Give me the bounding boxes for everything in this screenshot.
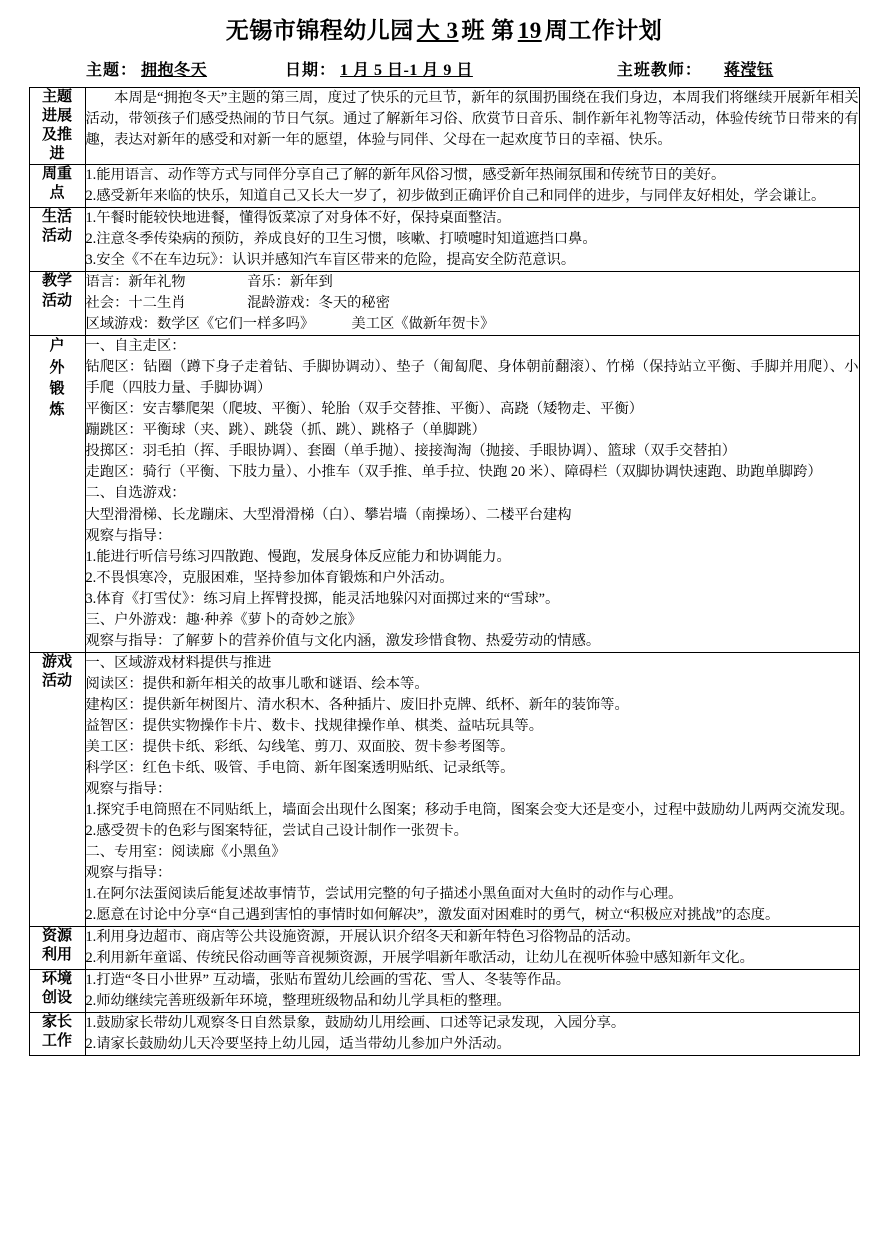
- content-line: [86, 483, 859, 504]
- content-line: [86, 842, 859, 863]
- content-line: [86, 229, 859, 250]
- row-label-line: 锻: [49, 380, 65, 397]
- content-text: 2.感受贺卡的色彩与图案特征，尝试自己设计制作一张贺卡。: [85, 822, 468, 839]
- meta-date-label: 日期：: [285, 61, 337, 79]
- row-label-line: 生活: [41, 209, 72, 226]
- content-text: 2.不畏惧寒冷，克服困难，坚持参加体育锻炼和户外活动。: [85, 569, 454, 586]
- content-text: 建构区：提供新年树图片、清水积木、各种插片、废旧扑克牌、纸杯、新年的装饰等。: [85, 696, 629, 713]
- row-label-line: 炼: [49, 402, 65, 419]
- content-text: 1.探究手电筒照在不同贴纸上，墙面会出现什么图案；移动手电筒，图案会变大还是变小，过程中鼓励幼儿两两交流发现。: [85, 801, 854, 818]
- content-line: [86, 293, 859, 314]
- content-line: [86, 165, 859, 186]
- title-class-suffix: 班: [461, 18, 485, 43]
- content-text: 科学区：红色卡纸、吸管、手电筒、新年图案透明贴纸、记录纸等。: [85, 759, 515, 776]
- document-meta: [0, 51, 888, 87]
- table-row: [29, 652, 859, 926]
- meta-teacher: [617, 57, 778, 80]
- content-text: 3.体育《打雪仗》：练习肩上挥臂投掷，能灵活地躲闪对面掷过来的“雪球”。: [85, 590, 560, 607]
- table-row: [29, 1012, 859, 1055]
- content-line: [86, 250, 859, 271]
- content-line: [86, 821, 859, 842]
- content-line: [86, 716, 859, 737]
- content-text: 观察与指导：: [85, 527, 172, 544]
- row-label-line: 户: [49, 338, 65, 355]
- content-line: [86, 526, 859, 547]
- content-text: 2.感受新年来临的快乐，知道自己又长大一岁了，初步做到正确评价自己和同伴的进步，与同伴友好相处，学会谦让。: [85, 188, 826, 205]
- meta-theme: [86, 57, 211, 80]
- content-text: 2.利用新年童谣、传统民俗动画等音视频资源，开展学唱新年歌活动，让幼儿在视听体验中感知新年文化。: [85, 949, 754, 966]
- row-label-line: 进展: [41, 107, 72, 124]
- content-line: [86, 800, 859, 821]
- row-label-line: 活动: [41, 672, 72, 689]
- title-week-value: 19: [517, 18, 542, 43]
- content-text: 1.午餐时能较快地进餐，懂得饭菜凉了对身体不好，保持桌面整洁。: [85, 210, 511, 227]
- row-label-line: 资源: [41, 927, 72, 944]
- content-line: [86, 420, 859, 441]
- content-line: [86, 674, 859, 695]
- title-class-value: 大 3: [416, 18, 459, 43]
- row-label: [29, 272, 85, 336]
- content-text: 语言：新年礼物: [85, 274, 186, 291]
- row-label: [29, 1012, 85, 1055]
- row-content: [85, 336, 859, 652]
- meta-theme-value: 拥抱冬天: [141, 61, 208, 79]
- content-text: 观察与指导：: [85, 780, 172, 797]
- row-content: [85, 87, 859, 165]
- content-line: [86, 758, 859, 779]
- content-line: [86, 505, 859, 526]
- row-label-line: 创设: [41, 990, 72, 1007]
- content-text: 区域游戏：数学区《它们一样多吗》: [85, 316, 315, 333]
- content-text: 1.鼓励家长带幼儿观察冬日自然景象，鼓励幼儿用绘画、口述等记录发现，入园分享。: [85, 1014, 626, 1031]
- content-text: 本周是“拥抱冬天”主题的第三周，度过了快乐的元旦节，新年的氛围扔围绕在我们身边，本周我们将继续开展新年相关活动，带领孩子们感受热闹的节日气氛。通过了解新年习俗、欣赏节日音乐、制作新年礼物等活动，体验传统节日带来的有趣，表达对新年的感受和对新一年的愿望，体验与同伴、父母在一起欢度节日的幸福、快乐。: [85, 89, 859, 148]
- content-text-secondary: 美工区《做新年贺卡》: [351, 316, 495, 333]
- content-text: 1.能进行听信号练习四散跑、慢跑，发展身体反应能力和协调能力。: [85, 548, 511, 565]
- meta-teacher-value: 蒋滢钰: [723, 61, 774, 79]
- content-text: 蹦跳区：平衡球（夹、跳）、跳袋（抓、跳）、跳格子（单脚跳）: [85, 422, 486, 439]
- row-label-line: 周重: [41, 166, 72, 183]
- row-content: [85, 1012, 859, 1055]
- content-text: 2.注意冬季传染病的预防，养成良好的卫生习惯，咳嗽、打喷嚏时知道遮挡口鼻。: [85, 231, 597, 248]
- content-text: 2.师幼继续完善班级新年环境，整理班级物品和幼儿学具柜的整理。: [85, 992, 511, 1009]
- content-line: [86, 610, 859, 631]
- row-label: [29, 165, 85, 208]
- page-title: [0, 0, 888, 51]
- meta-date-value: 1 月 5 日-1 月 9 日: [340, 61, 473, 79]
- content-text: 投掷区：羽毛拍（挥、手眼协调）、套圈（单手抛）、接接淘淘（抛接、手眼协调）、篮球（双手交替拍）: [85, 443, 736, 460]
- meta-theme-label: 主题：: [86, 61, 138, 79]
- content-text: 一、区域游戏材料提供与推进: [85, 654, 272, 671]
- content-line: [86, 441, 859, 462]
- content-line: [86, 399, 859, 420]
- row-content: [85, 165, 859, 208]
- meta-teacher-label: 主班教师：: [616, 61, 702, 79]
- meta-date: [285, 57, 477, 80]
- title-suffix: 周工作计划: [544, 18, 663, 43]
- content-line: [86, 653, 859, 674]
- row-label-line: 工作: [41, 1033, 72, 1050]
- content-text: 美工区：提供卡纸、彩纸、勾线笔、剪刀、双面胶、贺卡参考图等。: [85, 738, 515, 755]
- content-line: [86, 462, 859, 483]
- content-line: [86, 589, 859, 610]
- row-label-line: 家长: [41, 1013, 72, 1030]
- row-label-line: 游戏: [41, 653, 72, 670]
- content-text: 1.打造“冬日小世界” 互动墙，张贴布置幼儿绘画的雪花、雪人、冬装等作品。: [85, 971, 570, 988]
- content-text: 平衡区：安吉攀爬架（爬坡、平衡）、轮胎（双手交替推、平衡）、高跷（矮物走、平衡）: [85, 401, 644, 418]
- title-week-label: 第: [491, 18, 515, 43]
- row-label-line: 利用: [41, 947, 72, 963]
- row-label-line: 进: [49, 146, 65, 163]
- content-line: [86, 631, 859, 652]
- content-line: [86, 208, 859, 229]
- row-label-line: 主题: [41, 88, 72, 105]
- content-text: 3.安全《不在车边玩》：认识并感知汽车盲区带来的危险，提高安全防范意识。: [85, 252, 576, 269]
- content-line: [86, 779, 859, 800]
- content-line: [86, 1034, 859, 1055]
- content-text-secondary: 混龄游戏：冬天的秘密: [247, 295, 391, 312]
- content-text-secondary: 音乐：新年到: [247, 274, 333, 291]
- content-line: [86, 948, 859, 969]
- row-content: [85, 652, 859, 926]
- content-line: [86, 884, 859, 905]
- content-text: 1.利用身边超市、商店等公共设施资源，开展认识介绍冬天和新年特色习俗物品的活动。: [85, 928, 640, 945]
- row-content: [85, 969, 859, 1012]
- row-label: [29, 652, 85, 926]
- table-row: [29, 272, 859, 336]
- content-text: 1.能用语言、动作等方式与同伴分享自己了解的新年风俗习惯，感受新年热闹氛围和传统节日的美好。: [85, 167, 726, 184]
- content-text: 三、户外游戏：趣·种养《萝卜的奇妙之旅》: [85, 611, 362, 628]
- row-label-line: 活动: [41, 228, 72, 245]
- weekly-plan-table: [29, 87, 860, 1056]
- content-text: 社会：十二生肖: [85, 295, 186, 312]
- content-line: [86, 357, 859, 399]
- table-row: [29, 336, 859, 652]
- table-row: [29, 208, 859, 272]
- row-label-line: 点: [49, 185, 65, 202]
- table-row: [29, 926, 859, 969]
- row-label: [29, 87, 85, 165]
- content-line: [86, 695, 859, 716]
- content-line: [86, 991, 859, 1012]
- content-text: 观察与指导：: [85, 864, 172, 881]
- content-text: 益智区：提供实物操作卡片、数卡、找规律操作单、棋类、益咕玩具等。: [85, 717, 543, 734]
- content-text: 二、专用室：阅读廊《小黑鱼》: [85, 843, 286, 860]
- content-text: 大型滑滑梯、长龙蹦床、大型滑滑梯（白）、攀岩墙（南操场）、二楼平台建构: [85, 506, 572, 523]
- content-line: [86, 737, 859, 758]
- content-line: [86, 547, 859, 568]
- row-label-line: 外: [49, 359, 65, 376]
- content-line: [86, 863, 859, 884]
- row-content: [85, 208, 859, 272]
- content-text: 钻爬区：钻圈（蹲下身子走着钻、手脚协调动）、垫子（匍匐爬、身体朝前翻滚）、竹梯（保持站立平衡、手脚并用爬）、小手爬（四肢力量、手脚协调）: [85, 359, 859, 397]
- content-text: 观察与指导：了解萝卜的营养价值与文化内涵，激发珍惜食物、热爱劳动的情感。: [85, 632, 601, 649]
- content-line: [86, 970, 859, 991]
- row-content: [85, 926, 859, 969]
- content-text: 1.在阿尔法蛋阅读后能复述故事情节，尝试用完整的句子描述小黑鱼面对大鱼时的动作与心理。: [85, 885, 683, 902]
- table-row: [29, 87, 859, 165]
- content-text: 走跑区：骑行（平衡、下肢力量）、小推车（双手推、单手拉、快跑 20 米）、障碍栏（双脚协调快速跑、助跑单脚跨）: [85, 464, 822, 481]
- row-label: [29, 926, 85, 969]
- content-line: [86, 186, 859, 207]
- table-row: [29, 969, 859, 1012]
- content-line: [86, 88, 859, 151]
- content-line: [86, 336, 859, 357]
- row-label: [29, 208, 85, 272]
- content-line: [86, 568, 859, 589]
- row-content: [85, 272, 859, 336]
- content-line: [86, 314, 859, 335]
- row-label-line: 及推: [41, 126, 72, 143]
- content-text: 二、自选游戏：: [85, 485, 186, 502]
- content-text: 一、自主走区：: [85, 338, 186, 355]
- title-prefix: 无锡市锦程幼儿园: [225, 18, 414, 43]
- content-line: [86, 905, 859, 926]
- table-row: [29, 165, 859, 208]
- row-label: [29, 969, 85, 1012]
- content-text: 阅读区：提供和新年相关的故事儿歌和谜语、绘本等。: [85, 675, 429, 692]
- row-label: [29, 336, 85, 652]
- content-line: [86, 272, 859, 293]
- content-line: [86, 927, 859, 948]
- row-label-line: 环境: [41, 970, 72, 987]
- content-text: 2.请家长鼓励幼儿天冷要坚持上幼儿园，适当带幼儿参加户外活动。: [85, 1035, 511, 1052]
- row-label-line: 活动: [41, 292, 72, 309]
- content-line: [86, 1013, 859, 1034]
- content-text: 2.愿意在讨论中分享“自己遇到害怕的事情时如何解决”，激发面对困难时的勇气，树立“积极应对挑战”的态度。: [85, 906, 780, 923]
- row-label-line: 教学: [41, 273, 72, 290]
